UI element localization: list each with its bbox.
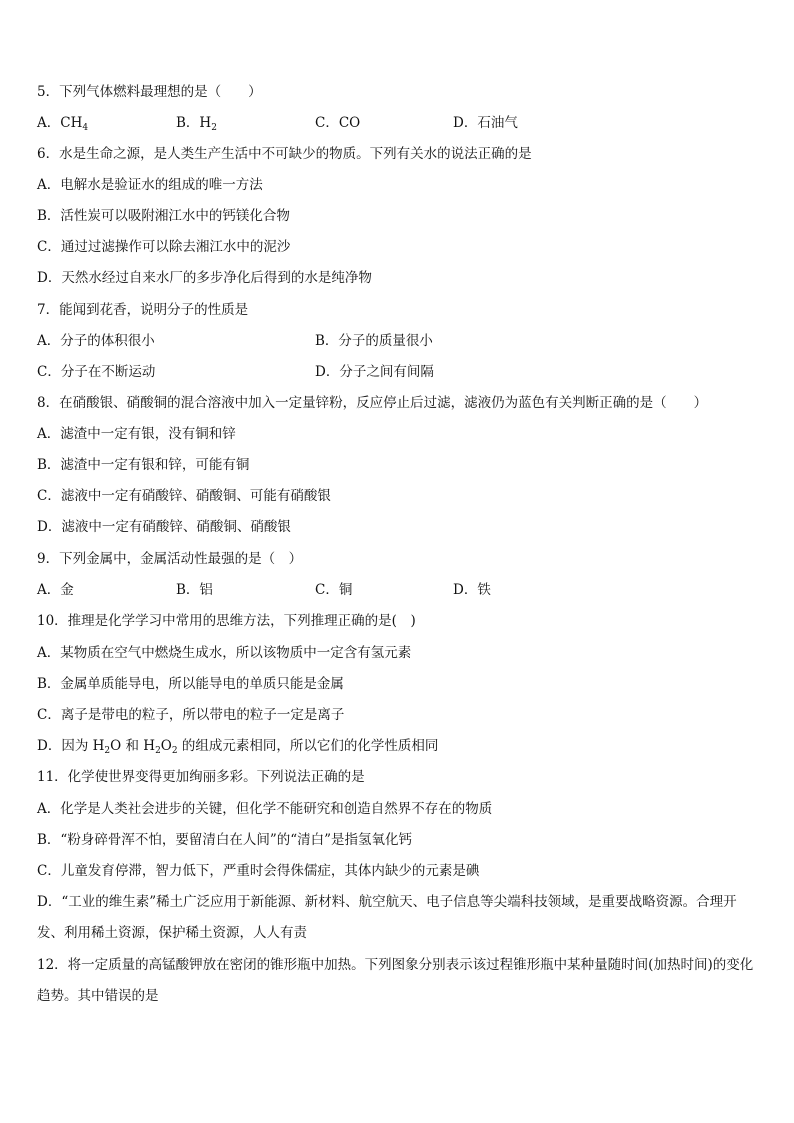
question-7-option-d: D．分子之间有间隔 xyxy=(315,364,434,380)
formula-text: CH xyxy=(60,115,83,131)
question-6-stem: 6．水是生命之源，是人类生产生活中不可缺少的物质。下列有关水的说法正确的是 xyxy=(37,146,532,162)
question-5-stem: 5．下列气体燃料最理想的是（ ） xyxy=(37,84,262,100)
option-text: O 和 H xyxy=(110,738,156,754)
question-6-option-d: D．天然水经过自来水厂的多步净化后得到的水是纯净物 xyxy=(37,270,372,286)
question-11-option-d: D．“工业的维生素”稀土广泛应用于新能源、新材料、航空航天、电子信息等尖端科技领域，是重要战略资源。合理开发、利用稀土资源，保护稀土资源，人人有责 xyxy=(37,894,737,941)
question-5-option-a xyxy=(37,114,88,132)
option-text: D．因为 H xyxy=(37,738,105,754)
question-9-stem: 9．下列金属中，金属活动性最强的是（ ） xyxy=(37,551,303,567)
question-9-option-b: B．铝 xyxy=(176,582,213,598)
question-5-option-c xyxy=(315,114,360,132)
question-10-option-b: B．金属单质能导电，所以能导电的单质只能是金属 xyxy=(37,676,344,692)
option-letter: B． xyxy=(176,115,200,131)
question-8-option-a: A．滤渣中一定有银，没有铜和锌 xyxy=(37,426,236,442)
formula-subscript: 2 xyxy=(104,746,111,756)
option-letter: D． xyxy=(453,115,478,131)
question-7-stem: 7．能闻到花香，说明分子的性质是 xyxy=(37,302,249,318)
option-text: CO xyxy=(338,115,361,131)
question-11-stem: 11．化学使世界变得更加绚丽多彩。下列说法正确的是 xyxy=(37,769,365,785)
question-5-option-b xyxy=(176,114,217,132)
question-12-stem: 12．将一定质量的高锰酸钾放在密闭的锥形瓶中加热。下列图象分别表示该过程锥形瓶中某种量随时间(加热时间)的变化趋势。其中错误的是 xyxy=(37,957,754,1004)
question-8-option-d: D．滤液中一定有硝酸锌、硝酸铜、硝酸银 xyxy=(37,519,291,535)
question-6-option-b: B．活性炭可以吸附湘江水中的钙镁化合物 xyxy=(37,208,290,224)
formula-subscript: 2 xyxy=(171,746,178,756)
question-9-option-c: C．铜 xyxy=(315,582,353,598)
question-10-option-a: A．某物质在空气中燃烧生成水，所以该物质中一定含有氢元素 xyxy=(37,645,412,661)
question-8-option-b: B．滤渣中一定有银和锌，可能有铜 xyxy=(37,457,250,473)
question-6-option-c: C．通过过滤操作可以除去湘江水中的泥沙 xyxy=(37,239,291,255)
question-11-option-c: C．儿童发育停滞，智力低下，严重时会得侏儒症，其体内缺少的元素是碘 xyxy=(37,863,480,879)
formula-subscript: 2 xyxy=(155,746,161,756)
formula-subscript: 4 xyxy=(82,123,89,133)
formula-subscript: 2 xyxy=(211,123,217,133)
question-9-option-a: A．金 xyxy=(37,582,74,598)
option-letter: A． xyxy=(37,115,61,131)
option-letter: C． xyxy=(315,115,339,131)
question-7-option-c: C．分子在不断运动 xyxy=(37,364,156,380)
question-10-option-d xyxy=(37,737,438,755)
question-11-option-a: A．化学是人类社会进步的关键，但化学不能研究和创造自然界不存在的物质 xyxy=(37,801,493,817)
question-8-stem: 8．在硝酸银、硝酸铜的混合溶液中加入一定量锌粉，反应停止后过滤，滤液仍为蓝色有关判断正确的是（ ） xyxy=(37,395,708,411)
question-6-option-a: A．电解水是验证水的组成的唯一方法 xyxy=(37,177,263,193)
question-10-stem: 10．推理是化学学习中常用的思维方法，下列推理正确的是( ) xyxy=(37,613,416,629)
question-5-option-d xyxy=(453,114,518,132)
formula-text: H xyxy=(199,115,212,131)
question-9-option-d: D．铁 xyxy=(453,582,491,598)
option-text: O xyxy=(160,738,172,754)
question-7-option-a: A．分子的体积很小 xyxy=(37,333,155,349)
question-10-option-c: C．离子是带电的粒子，所以带电的粒子一定是离子 xyxy=(37,707,345,723)
option-text: 的组成元素相同，所以它们的化学性质相同 xyxy=(177,738,439,754)
question-7-option-b: B．分子的质量很小 xyxy=(315,333,433,349)
option-text: 石油气 xyxy=(477,115,518,131)
question-11-option-b: B．“粉身碎骨浑不怕，要留清白在人间”的“清白”是指氢氧化钙 xyxy=(37,832,413,848)
question-8-option-c: C．滤液中一定有硝酸锌、硝酸铜、可能有硝酸银 xyxy=(37,488,331,504)
